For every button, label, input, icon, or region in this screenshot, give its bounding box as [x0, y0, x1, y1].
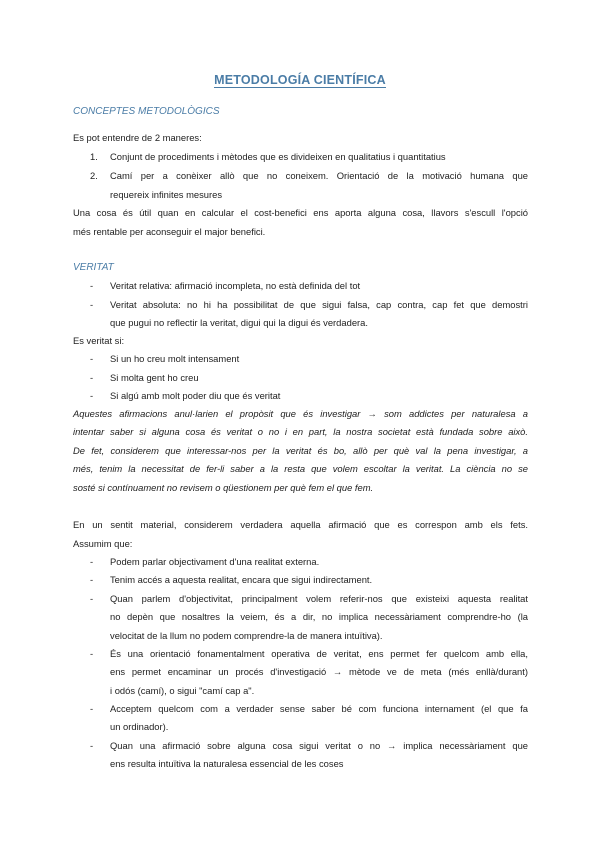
item-text: Conjunt de procediments i mètodes que es divideixen en qualitatius i quantitatius	[110, 151, 446, 162]
item-number: 1.	[90, 151, 98, 162]
item-text: que pugui no reflectir la veritat, digui qui la digui és verdadera.	[110, 317, 368, 328]
item-text: requereix infinites mesures	[110, 189, 223, 200]
item-text: ens resulta intuïtiva la naturalesa essencial de les coses	[110, 758, 344, 769]
dash-bullet: -	[90, 648, 94, 659]
section-heading-conceptes: CONCEPTES METODOLÒGICS	[73, 106, 220, 117]
paragraph-line: Una cosa és útil quan en calcular el cost-benefici ens aporta alguna cosa, llavors s'escull l'opció	[73, 207, 528, 218]
item-text: un ordinador).	[110, 721, 169, 732]
dash-bullet: -	[90, 353, 94, 364]
page-title	[0, 73, 600, 87]
dash-bullet: -	[90, 390, 94, 401]
item-text: Camí per a conèixer allò que no coneixem. Orientació de la motivació humana que	[110, 170, 528, 181]
italic-paragraph-line: més, tenim la necessitat de fer-li saber a la resta que volem escoltar la veritat. La ciència no se	[73, 463, 528, 474]
paragraph-intro: Es pot entendre de 2 maneres:	[73, 132, 202, 143]
item-text: Si molta gent ho creu	[110, 372, 199, 383]
item-text: i odós (camí), o sigui "camí cap a".	[110, 685, 255, 696]
dash-bullet: -	[90, 280, 94, 291]
item-text: Veritat relativa: afirmació incompleta, no està definida del tot	[110, 280, 361, 291]
dash-bullet: -	[90, 593, 94, 604]
dash-bullet: -	[90, 372, 94, 383]
item-text: Si un ho creu molt intensament	[110, 353, 240, 364]
italic-paragraph-line: sosté si contínuament no revisem o qüestionem per què fem el que fem.	[73, 482, 374, 493]
paragraph-line: Assumim que:	[73, 538, 133, 549]
dash-bullet: -	[90, 703, 94, 714]
item-number: 2.	[90, 170, 98, 181]
title-text: METODOLOGÍA CIENTÍFICA	[214, 73, 386, 87]
item-text: no depèn que nosaltres la veiem, és a dir, no implica necessàriament comprendre-ho (la	[110, 611, 528, 622]
dash-bullet: -	[90, 556, 94, 567]
item-text: Tenim accés a aquesta realitat, encara que sigui indirectament.	[110, 574, 373, 585]
paragraph-es-veritat: Es veritat si:	[73, 335, 125, 346]
dash-bullet: -	[90, 574, 94, 585]
item-text: Quan parlem d'objectivitat, principalment volem referir-nos que existeixi aquesta realitat	[110, 593, 528, 604]
item-text: velocitat de la llum no podem comprendre-la de manera intuïtiva).	[110, 630, 383, 641]
italic-paragraph-line: Aquestes afirmacions anul·larien el propòsit que és investigar → som addictes per naturalesa a	[73, 408, 528, 419]
item-text: És una orientació fonamentalment operativa de veritat, ens permet fer quelcom amb ella,	[110, 648, 528, 659]
section-heading-veritat: VERITAT	[73, 262, 114, 273]
item-text: Si algú amb molt poder diu que és veritat	[110, 390, 281, 401]
italic-paragraph-line: intentar saber si alguna cosa és veritat o no i en part, la nostra societat està fundada sobre això.	[73, 426, 528, 437]
item-text: Acceptem quelcom com a verdader sense saber bé com funciona internament (el que fa	[110, 703, 528, 714]
item-text: Podem parlar objectivament d'una realitat externa.	[110, 556, 320, 567]
item-text: Veritat absoluta: no hi ha possibilitat de que sigui falsa, cap contra, cap fet que demostri	[110, 299, 528, 310]
paragraph-line: més rentable per aconseguir el major benefici.	[73, 226, 266, 237]
dash-bullet: -	[90, 299, 94, 310]
italic-paragraph-line: De fet, considerem que interessar-nos per la veritat és bo, allò per què val la pena investigar, a	[73, 445, 528, 456]
dash-bullet: -	[90, 740, 94, 751]
item-text: Quan una afirmació sobre alguna cosa sigui veritat o no → implica necessàriament que	[110, 740, 528, 751]
paragraph-line: En un sentit material, considerem verdadera aquella afirmació que es correspon amb els fets.	[73, 519, 528, 530]
item-text: ens permet encaminar un procés d'investigació → mètode ve de meta (més enllà/durant)	[110, 666, 528, 677]
